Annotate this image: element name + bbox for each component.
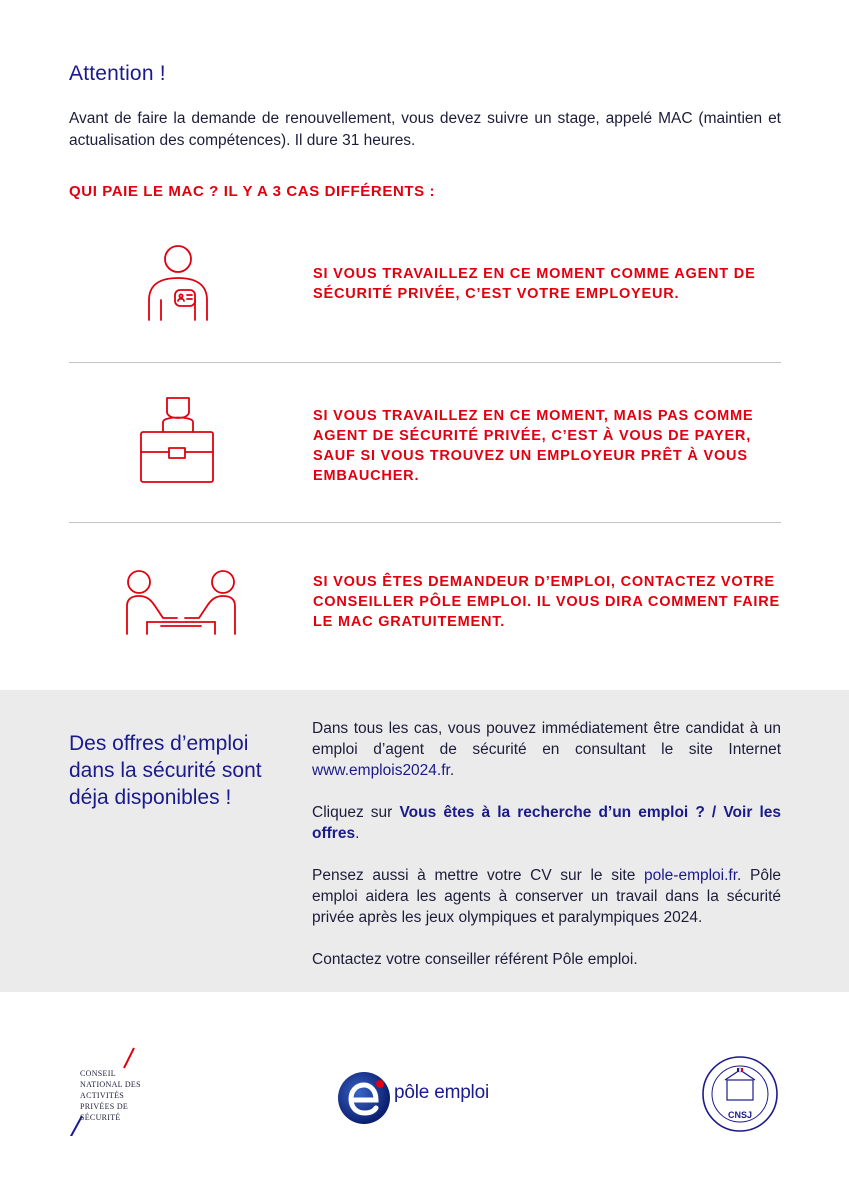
case-text-line: AGENT DE SÉCURITÉ PRIVÉE, C’EST À VOUS DE PAYER, — [313, 428, 752, 444]
offers-paragraph-3 — [312, 865, 781, 928]
offers-text: Dans tous les cas, vous pouvez immédiatement être candidat à un emploi d’agent de sécurité en consultant le site Internet — [312, 720, 781, 758]
offers-text: Pensez aussi à mettre votre CV sur le site — [312, 867, 636, 884]
case-text-line: CONSEILLER PÔLE EMPLOI. IL VOUS DIRA COMMENT FAIRE — [313, 594, 780, 610]
cnaps-line: SÉCURITÉ — [80, 1113, 121, 1122]
offers-text: . — [449, 762, 455, 779]
logos-footer — [0, 1040, 849, 1140]
meeting-icon — [121, 566, 241, 646]
cnaps-logo — [68, 1046, 148, 1136]
case-text-line: SI VOUS ÊTES DEMANDEUR D’EMPLOI, CONTACTEZ VOTRE — [313, 574, 775, 590]
cnaps-line: PRIVÉES DE — [80, 1102, 129, 1111]
cnaps-wordmark — [80, 1068, 141, 1123]
case-employed-other — [69, 390, 781, 500]
cnaps-line: ACTIVITÉS — [80, 1091, 125, 1100]
cnaps-line: CONSEIL — [80, 1069, 116, 1078]
job-offers-title: Des offres d’emploi dans la sécurité sont déja disponibles ! — [69, 732, 262, 809]
case-text-line: SI VOUS TRAVAILLEZ EN CE MOMENT COMME AGENT DE — [313, 266, 756, 282]
pole-emploi-link[interactable]: pole-emploi.fr — [643, 867, 738, 884]
offers-paragraph-1 — [312, 718, 781, 781]
cnsj-logo — [700, 1054, 780, 1134]
case-text-line: SAUF SI VOUS TROUVEZ UN EMPLOYEUR PRÊT À VOUS — [313, 448, 748, 464]
job-offers-panel — [0, 690, 849, 992]
case-text-line: LE MAC GRATUITEMENT. — [313, 614, 506, 630]
pole-emploi-e-icon — [336, 1070, 392, 1126]
offers-text: . — [355, 825, 360, 842]
job-offers-body — [312, 718, 781, 991]
mac-heading: QUI PAIE LE MAC ? IL Y A 3 CAS DIFFÉRENTS : — [69, 183, 436, 200]
divider — [69, 362, 781, 363]
pole-emploi-wordmark: pôle emploi — [394, 1082, 489, 1103]
offers-text: . Pôle emploi aidera les agents à conserver un travail dans la sécurité privée après les jeux olympiques et paralympiques 2024. — [312, 867, 782, 926]
emplois2024-link[interactable]: www.emplois2024.fr — [312, 762, 450, 779]
attention-title: Attention ! — [69, 62, 166, 85]
offers-paragraph-2 — [312, 802, 781, 844]
case-text — [313, 264, 783, 304]
offers-paragraph-4: Contactez votre conseiller référent Pôle emploi. — [312, 951, 638, 968]
job-search-link[interactable]: Vous êtes à la recherche d’un emploi ? — [399, 804, 705, 821]
case-text — [313, 572, 783, 632]
case-text — [313, 406, 783, 486]
case-text-line: SI VOUS TRAVAILLEZ EN CE MOMENT, MAIS PAS COMME — [313, 408, 754, 424]
pole-emploi-logo — [336, 1070, 516, 1126]
case-employed-security — [69, 232, 781, 332]
case-job-seeker — [69, 560, 781, 650]
view-offers-link[interactable]: Voir les offres — [312, 804, 782, 842]
cnsj-seal-icon — [700, 1054, 780, 1134]
case-text-line: EMBAUCHER. — [313, 468, 420, 484]
offers-text: Cliquez sur — [312, 804, 393, 821]
security-agent-icon — [139, 238, 209, 328]
intro-paragraph: Avant de faire la demande de renouvellement, vous devez suivre un stage, appelé MAC (maintien et actualisation des compétences). Il dure 31 heures. — [69, 110, 781, 149]
briefcase-icon — [139, 392, 219, 492]
cnsj-label: CNSJ — [727, 1110, 752, 1120]
link-separator: / — [711, 804, 717, 821]
cnaps-line: NATIONAL DES — [80, 1080, 141, 1089]
case-text-line: SÉCURITÉ PRIVÉE, C’EST VOTRE EMPLOYEUR. — [313, 286, 680, 302]
divider — [69, 522, 781, 523]
